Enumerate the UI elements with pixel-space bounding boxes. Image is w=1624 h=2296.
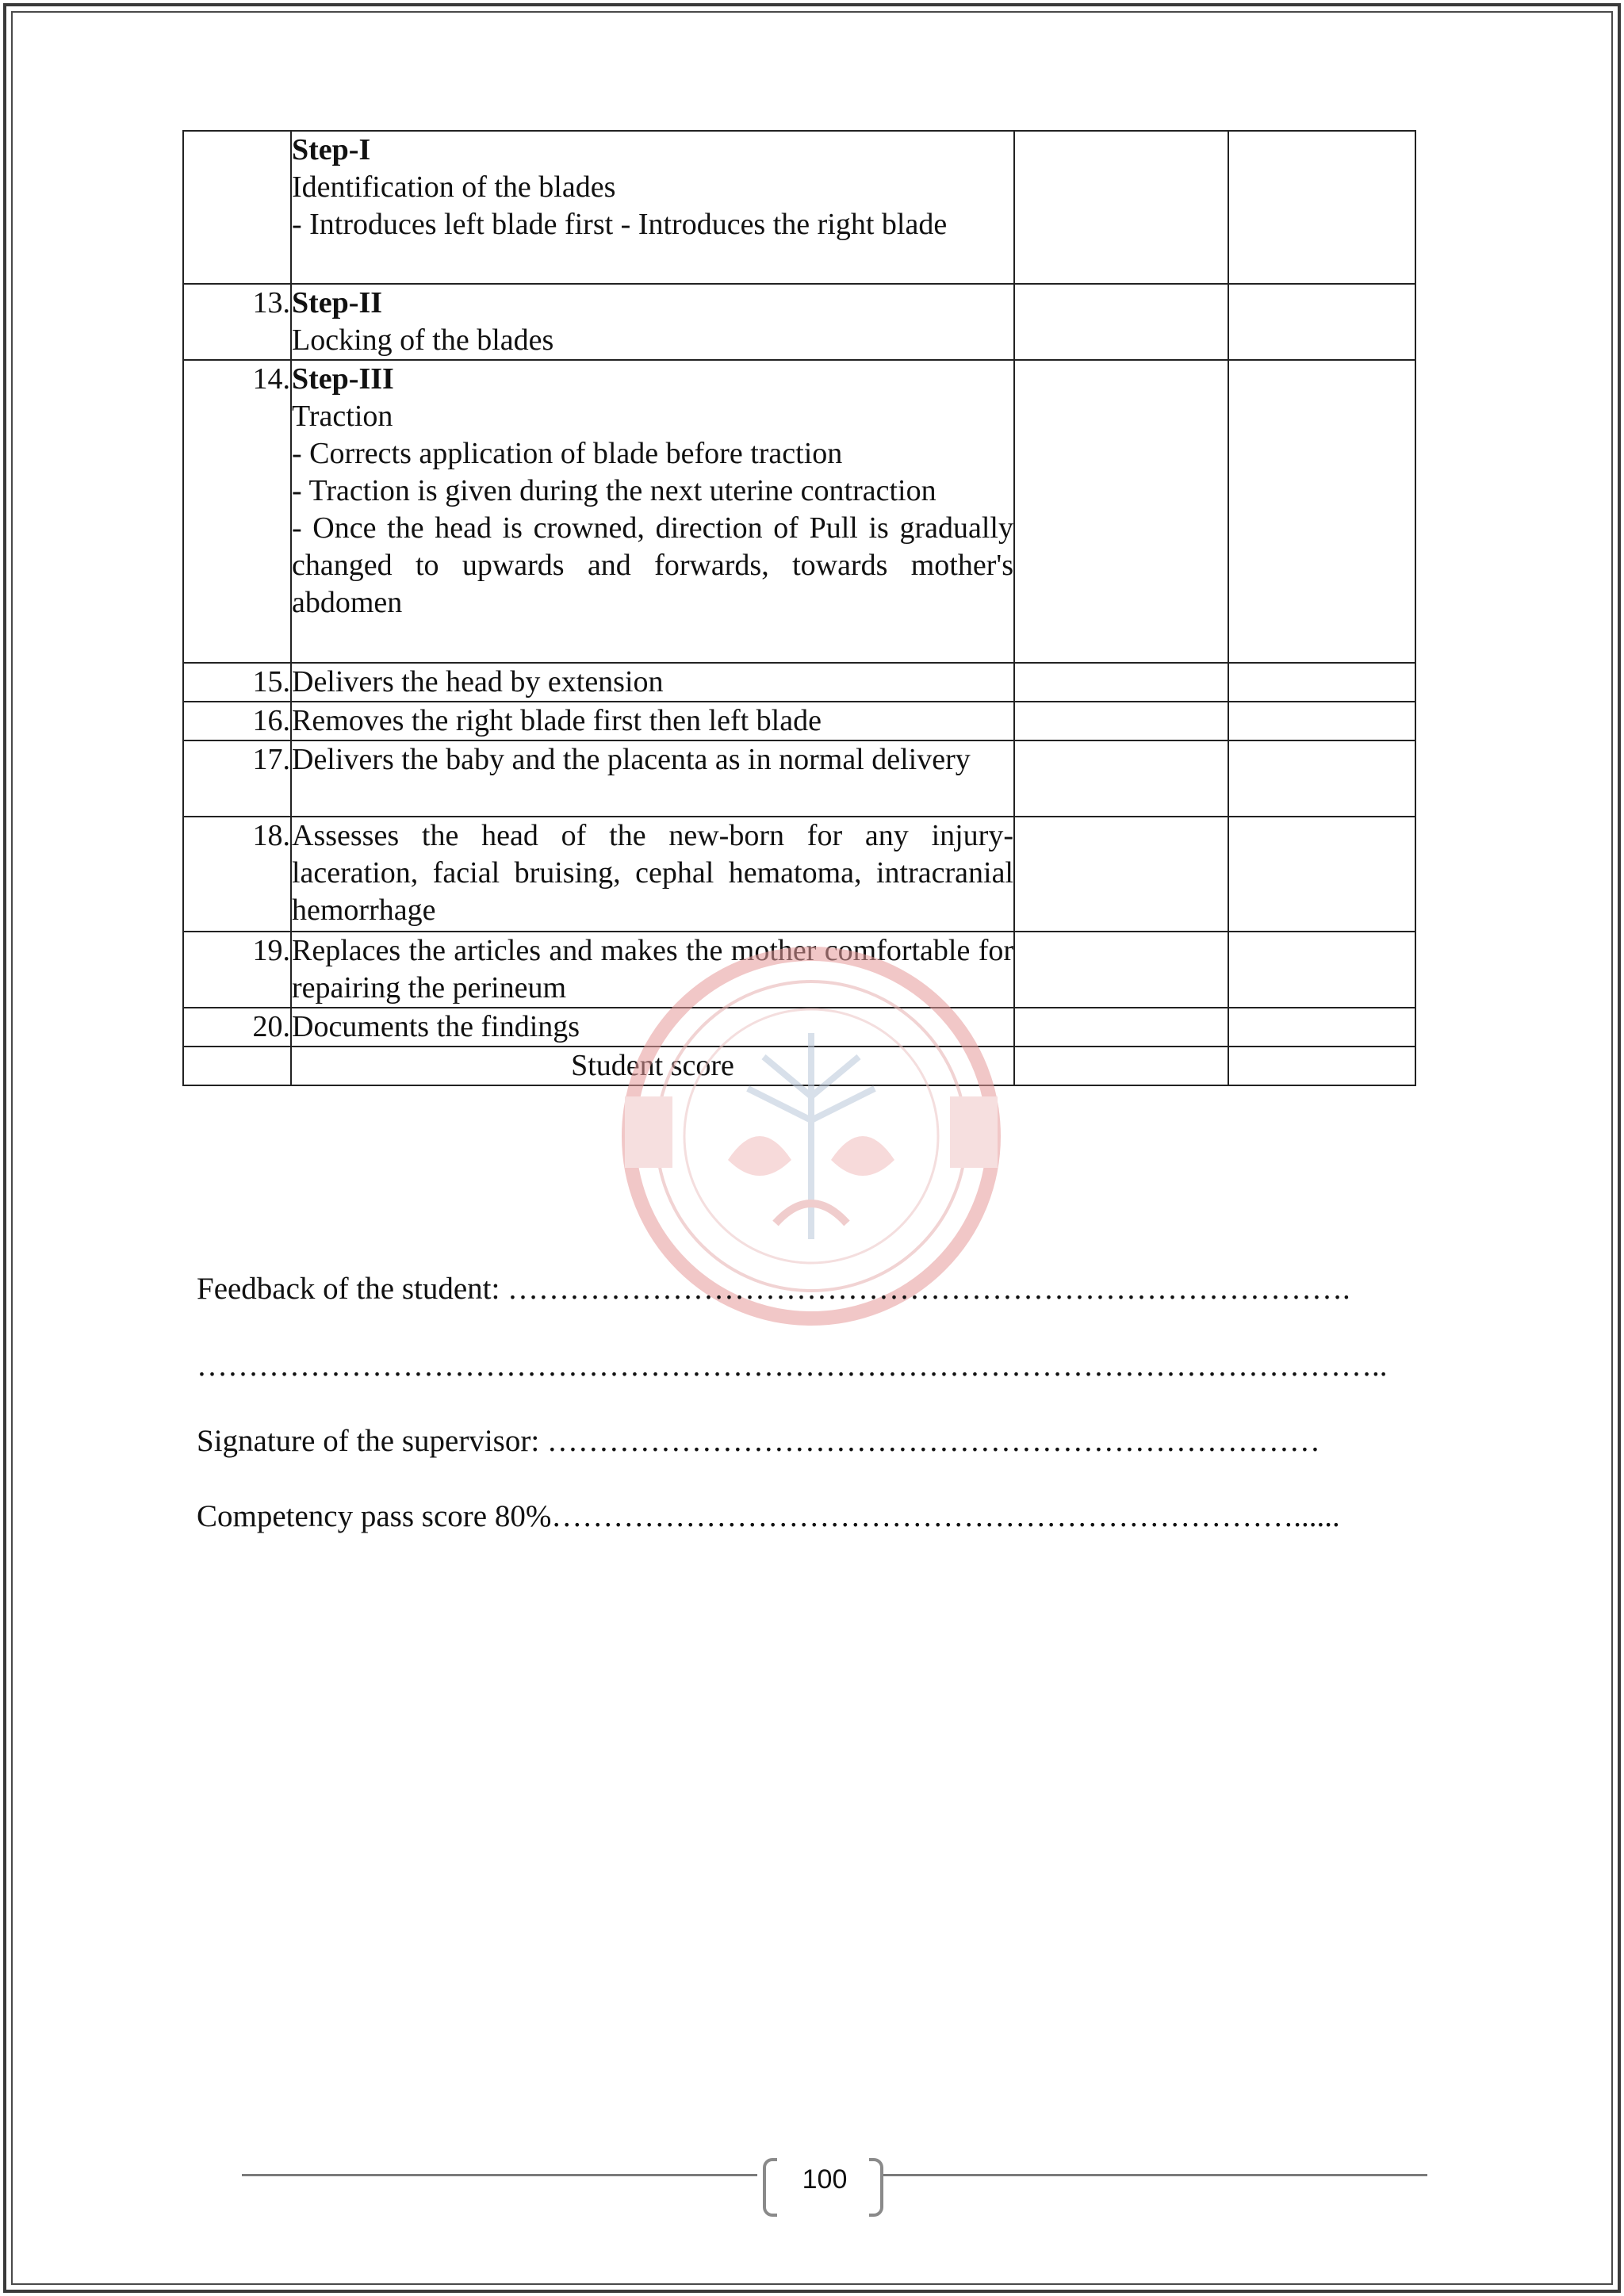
row-number: 14. xyxy=(183,360,291,663)
row-description xyxy=(291,702,1014,740)
score-cell[interactable] xyxy=(1014,131,1228,284)
description-line: Traction xyxy=(292,400,393,433)
description-line: Delivers the baby and the placenta as in normal delivery xyxy=(292,743,971,776)
description-line: - Once the head is crowned, direction of Pull is gradually changed to upwards and forwards, towards mother's abdomen xyxy=(292,511,1013,619)
remarks-cell[interactable] xyxy=(1228,663,1415,702)
score-input-cell[interactable] xyxy=(1014,1047,1228,1085)
remarks-cell[interactable] xyxy=(1228,932,1415,1008)
footer-rule-right xyxy=(880,2174,1427,2176)
table-row xyxy=(183,817,1415,932)
description-line: - Corrects application of blade before traction xyxy=(292,437,843,470)
description-line: - Introduces left blade first - Introduces the right blade xyxy=(292,208,948,241)
table-row xyxy=(183,284,1415,360)
row-number: 19. xyxy=(183,932,291,1008)
page-number: 100 xyxy=(802,2164,848,2195)
row-number xyxy=(183,131,291,284)
page-number-bracket-right xyxy=(869,2158,883,2217)
table-row xyxy=(183,663,1415,702)
row-description xyxy=(291,131,1014,284)
remarks-cell[interactable] xyxy=(1228,817,1415,932)
score-cell[interactable] xyxy=(1014,740,1228,817)
table-row xyxy=(183,702,1415,740)
description-line: Identification of the blades xyxy=(292,170,616,204)
score-cell[interactable] xyxy=(1014,663,1228,702)
row-number: 16. xyxy=(183,702,291,740)
row-number: 15. xyxy=(183,663,291,702)
step-heading: Step-II xyxy=(292,286,383,320)
remarks-cell[interactable] xyxy=(1228,360,1415,663)
description-line: Delivers the head by extension xyxy=(292,665,664,698)
remarks-cell[interactable] xyxy=(1228,284,1415,360)
footer-rule-left xyxy=(242,2174,757,2176)
step-heading: Step-III xyxy=(292,362,394,396)
row-number: 18. xyxy=(183,817,291,932)
row-number: 20. xyxy=(183,1008,291,1047)
description-line: Replaces the articles and makes the mother comfortable for repairing the perineum xyxy=(292,934,1013,1004)
row-description xyxy=(291,740,1014,817)
table-row xyxy=(183,360,1415,663)
table-row xyxy=(183,740,1415,817)
student-score-label: Student score xyxy=(291,1047,1014,1085)
score-cell[interactable] xyxy=(1014,284,1228,360)
feedback-line: Feedback of the student: ………………………………………………………………………. xyxy=(197,1272,1350,1306)
remarks-cell[interactable] xyxy=(1228,131,1415,284)
score-remark-cell[interactable] xyxy=(1228,1047,1415,1085)
description-line: Locking of the blades xyxy=(292,323,554,357)
row-description xyxy=(291,817,1014,932)
score-cell[interactable] xyxy=(1014,1008,1228,1047)
description-line: Removes the right blade first then left blade xyxy=(292,704,822,737)
remarks-cell[interactable] xyxy=(1228,1008,1415,1047)
dotted-line: …………………………………………………………………………………………………….. xyxy=(197,1349,1388,1383)
description-line: - Traction is given during the next uterine contraction xyxy=(292,474,936,507)
supervisor-signature-line: Signature of the supervisor: ………………………………………………………………… xyxy=(197,1424,1320,1458)
step-heading: Step-I xyxy=(292,133,371,166)
row-description xyxy=(291,284,1014,360)
row-number: 17. xyxy=(183,740,291,817)
page-number-bracket-left xyxy=(763,2158,777,2217)
remarks-cell[interactable] xyxy=(1228,702,1415,740)
row-description xyxy=(291,663,1014,702)
score-cell[interactable] xyxy=(1014,360,1228,663)
competency-pass-score-line: Competency pass score 80%………………………………………………………………...... xyxy=(197,1499,1340,1533)
description-line: Documents the findings xyxy=(292,1010,580,1043)
score-cell[interactable] xyxy=(1014,702,1228,740)
score-num-cell xyxy=(183,1047,291,1085)
score-cell[interactable] xyxy=(1014,817,1228,932)
table-row xyxy=(183,131,1415,284)
remarks-cell[interactable] xyxy=(1228,740,1415,817)
row-number: 13. xyxy=(183,284,291,360)
description-line: Assesses the head of the new-born for any injury- laceration, facial bruising, cephal hematoma, intracranial hemorrhage xyxy=(292,819,1013,927)
row-description xyxy=(291,360,1014,663)
score-cell[interactable] xyxy=(1014,932,1228,1008)
